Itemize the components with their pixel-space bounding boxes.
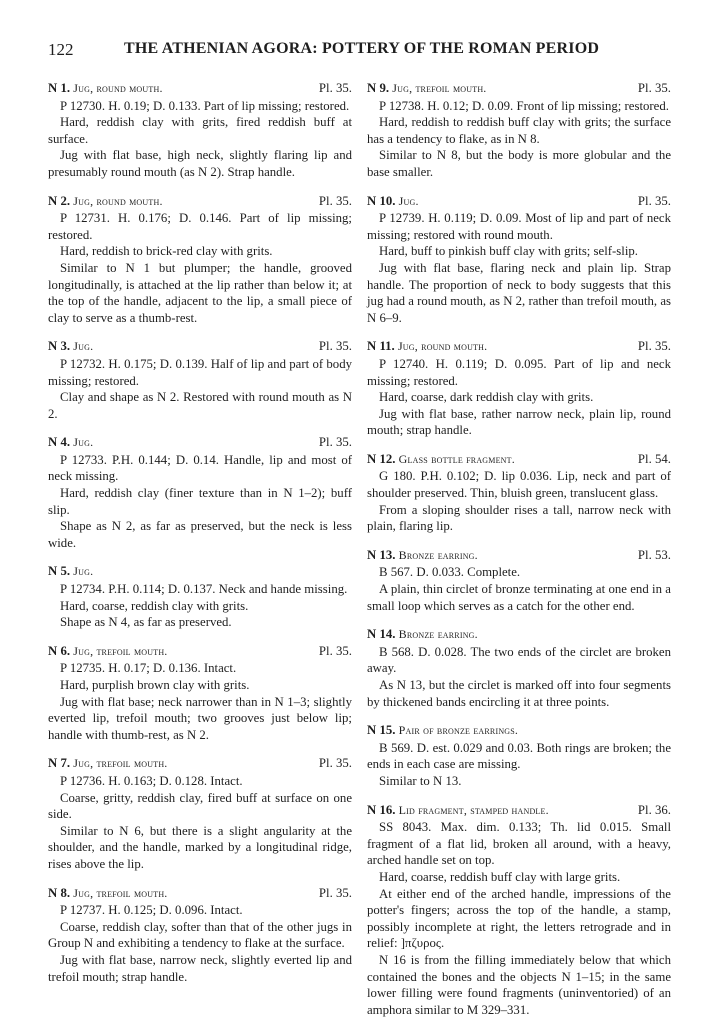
entry-paragraph: SS 8043. Max. dim. 0.133; Th. lid 0.015. Small fragment of a flat lid, broken all around, with a heavy, arched handle set on top. <box>367 820 671 868</box>
entry-paragraph: P 12735. H. 0.17; D. 0.136. Intact. <box>60 661 237 676</box>
entry-label: N 5. <box>48 564 71 579</box>
entry-heading <box>367 626 671 643</box>
entry-label: N 9. <box>367 81 390 95</box>
left-column <box>48 80 352 997</box>
entry-label: N 14. <box>367 627 396 642</box>
entry-plate-ref: Pl. 36. <box>637 802 671 817</box>
entry-paragraph: P 12734. P.H. 0.114; D. 0.137. Neck and hande missing. <box>60 582 348 597</box>
entry-plate-ref: Pl. 35. <box>318 643 352 658</box>
entry-paragraph: From a sloping shoulder rises a tall, narrow neck with plain, flaring lip. <box>367 502 671 534</box>
entry-heading <box>367 802 671 819</box>
entry-paragraph: B 567. D. 0.033. Complete. <box>379 565 521 580</box>
entry-paragraph: P 12732. H. 0.175; D. 0.139. Half of lip and part of body missing; restored. <box>48 356 352 388</box>
entry-heading <box>48 80 352 97</box>
catalogue-entry <box>48 643 352 744</box>
entry-label: N 10. <box>367 193 396 208</box>
entry-heading <box>48 434 352 451</box>
entry-plate-ref: Pl. 35. <box>318 193 352 208</box>
entry-plate-ref: Pl. 35. <box>318 885 352 900</box>
catalogue-entry <box>367 193 671 327</box>
entry-heading <box>48 563 352 580</box>
catalogue-entry <box>367 722 671 789</box>
entry-heading <box>367 451 671 468</box>
entry-title: Jug, round mouth. <box>73 193 163 208</box>
entry-heading-text <box>48 643 168 660</box>
entry-plate-ref: Pl. 35. <box>318 435 352 450</box>
catalogue-entry <box>48 755 352 872</box>
entry-heading-text <box>367 626 478 643</box>
entry-title: Jug. <box>73 435 94 450</box>
entry-heading <box>48 338 352 355</box>
entry-paragraph: Coarse, reddish clay, softer than that of the other jugs in Group N and exhibiting a tendency to flake at the surface. <box>48 919 352 951</box>
catalogue-entry <box>48 563 352 630</box>
entry-paragraph: P 12733. P.H. 0.144; D. 0.14. Handle, lip and most of neck missing. <box>48 452 352 484</box>
entry-paragraph: B 569. D. est. 0.029 and 0.03. Both rings are broken; the ends in each case are missing. <box>367 740 671 772</box>
entry-paragraph: Similar to N 1 but plumper; the handle, grooved longitudinally, is attached at the lip rather than below it; at the top of the handle, adjacent to the lip, a small piece of clay to serve as a thumb-rest. <box>48 260 352 325</box>
catalogue-entry <box>48 193 352 327</box>
entry-heading <box>48 643 352 660</box>
entry-plate-ref: Pl. 53. <box>637 547 671 562</box>
entry-paragraph: Hard, reddish clay (finer texture than in N 1–2); buff slip. <box>48 486 352 517</box>
entry-paragraph: Similar to N 6, but there is a slight angularity at the shoulder, and the handle, marked by a longitudinal ridge, rises above the lip. <box>48 823 352 871</box>
entry-heading <box>48 755 352 772</box>
entry-paragraph: Similar to N 13. <box>379 773 462 788</box>
entry-paragraph: Shape as N 2, as far as preserved, but the neck is less wide. <box>48 519 352 550</box>
entry-paragraph: Shape as N 4, as far as preserved. <box>60 615 232 630</box>
entry-heading <box>367 193 671 210</box>
entry-title: Jug, trefoil mouth. <box>73 643 168 658</box>
entry-paragraph: Jug with flat base, high neck, slightly flaring lip and presumably round mouth (as N 2). Strap handle. <box>48 148 352 179</box>
entry-paragraph: Jug with flat base, flaring neck and plain lip. Strap handle. The proportion of neck to body suggests that this jug had a round mouth, as N 2, rather than trefoil mouth, as N 6–9. <box>367 260 671 325</box>
entry-paragraph: N 16 is from the filling immediately below that which contained the bones and the objects N 1–15; in the same lower filling were found fragments (uninventoried) of an amphora similar to M 329–331. <box>367 952 671 1017</box>
entry-title: Glass bottle fragment. <box>398 451 515 466</box>
entry-title: Lid fragment, stamped handle. <box>398 802 549 817</box>
entry-heading <box>367 338 671 355</box>
entry-plate-ref: Pl. 35. <box>637 81 671 95</box>
catalogue-entry <box>48 80 352 181</box>
entry-label: N 8. <box>48 885 71 900</box>
entry-heading-text <box>48 563 93 580</box>
entry-title: Jug. <box>73 564 94 579</box>
entry-plate-ref: Pl. 35. <box>637 193 671 208</box>
entry-paragraph: Hard, purplish brown clay with grits. <box>60 678 250 692</box>
entry-paragraph: B 568. D. 0.028. The two ends of the circlet are broken away. <box>367 644 671 676</box>
catalogue-entry <box>367 80 671 181</box>
catalogue-entry <box>367 802 671 1019</box>
entry-label: N 12. <box>367 451 396 466</box>
entry-paragraph: P 12731. H. 0.176; D. 0.146. Part of lip missing; restored. <box>48 211 352 242</box>
entry-heading-text <box>367 451 515 468</box>
entry-label: N 7. <box>48 756 71 771</box>
entry-paragraph: Hard, reddish clay with grits, fired reddish buff at surface. <box>48 115 352 146</box>
running-title: THE ATHENIAN AGORA: POTTERY OF THE ROMAN PERIOD <box>124 40 600 57</box>
entry-heading-text <box>367 338 487 355</box>
entry-plate-ref: Pl. 35. <box>637 339 671 354</box>
entry-title: Jug. <box>398 193 419 208</box>
catalogue-entry <box>48 885 352 986</box>
entry-paragraph: Hard, reddish to brick-red clay with grits. <box>60 244 273 259</box>
entry-title: Jug, round mouth. <box>73 81 163 95</box>
entry-paragraph: A plain, thin circlet of bronze terminating at one end in a small loop which serves as a catch for the other end. <box>367 582 671 613</box>
entry-title: Bronze earring. <box>398 627 478 642</box>
entry-label: N 2. <box>48 193 71 208</box>
entry-heading-text <box>48 885 168 902</box>
entry-heading <box>367 547 671 564</box>
page-number: 122 <box>48 40 74 59</box>
entry-paragraph: Hard, reddish to reddish buff clay with grits; the surface has a tendency to flake, as in N 8. <box>367 115 671 146</box>
entry-plate-ref: Pl. 35. <box>318 756 352 771</box>
entry-plate-ref: Pl. 35. <box>318 81 352 95</box>
entry-heading-text <box>48 193 163 210</box>
entry-plate-ref: Pl. 54. <box>637 451 671 466</box>
entry-paragraph: Hard, coarse, reddish clay with grits. <box>60 598 249 613</box>
entry-label: N 3. <box>48 339 71 354</box>
entry-heading <box>48 193 352 210</box>
entry-paragraph: Jug with flat base, narrow neck, slightly everted lip and trefoil mouth; strap handle. <box>48 952 352 984</box>
entry-paragraph: Hard, coarse, dark reddish clay with grits. <box>379 390 594 405</box>
catalogue-entry <box>48 338 352 422</box>
entry-paragraph: As N 13, but the circlet is marked off into four segments by thickened bands encircling it at three points. <box>367 678 671 709</box>
right-column <box>367 80 671 1030</box>
entry-paragraph: P 12740. H. 0.119; D. 0.095. Part of lip and neck missing; restored. <box>367 356 671 388</box>
entry-label: N 4. <box>48 435 71 450</box>
entry-label: N 11. <box>367 339 395 354</box>
entry-title: Bronze earring. <box>398 547 478 562</box>
entry-label: N 16. <box>367 802 396 817</box>
entry-paragraph: Hard, buff to pinkish buff clay with grits; self-slip. <box>379 244 638 259</box>
entry-title: Jug, round mouth. <box>397 339 488 354</box>
entry-title: Jug, trefoil mouth. <box>73 756 168 771</box>
entry-heading <box>367 80 671 97</box>
entry-heading-text <box>367 193 419 210</box>
entry-heading-text <box>367 722 518 739</box>
catalogue-entry <box>367 338 671 439</box>
entry-heading-text <box>367 802 549 819</box>
entry-title: Pair of bronze earrings. <box>398 723 519 738</box>
entry-paragraph: Hard, coarse, reddish buff clay with large grits. <box>379 869 621 884</box>
entry-heading <box>48 885 352 902</box>
page-header <box>48 40 668 66</box>
entry-paragraph: P 12739. H. 0.119; D. 0.09. Most of lip and part of neck missing; restored with round mouth. <box>367 211 671 242</box>
entry-title: Jug. <box>73 339 94 354</box>
entry-label: N 15. <box>367 723 396 738</box>
entry-heading <box>367 722 671 739</box>
entry-label: N 1. <box>48 81 71 95</box>
entry-paragraph: Coarse, gritty, reddish clay, fired buff at surface on one side. <box>48 790 352 822</box>
catalogue-entry <box>367 547 671 614</box>
entry-heading-text <box>367 547 478 564</box>
entry-heading-text <box>367 80 487 97</box>
entry-paragraph: Jug with flat base; neck narrower than in N 1–3; slightly everted lip, trefoil mouth; two grooves just below lip; handle with thumb-rest, as N 2. <box>48 694 352 742</box>
catalogue-entry <box>48 434 352 551</box>
entry-heading-text <box>48 755 168 772</box>
entry-paragraph: Clay and shape as N 2. Restored with round mouth as N 2. <box>48 390 352 421</box>
entry-paragraph: Jug with flat base, rather narrow neck, plain lip, round mouth; strap handle. <box>367 406 671 438</box>
catalogue-entry <box>367 626 671 710</box>
entry-label: N 6. <box>48 643 71 658</box>
catalogue-entry <box>367 451 671 535</box>
entry-heading-text <box>48 80 163 97</box>
entry-paragraph: At either end of the arched handle, impressions of the potter's fingers; across the top of the handle, a stamp, possibly incomplete at right, the letters retrograde and in relief: ]πζυρος. <box>367 886 671 951</box>
entry-paragraph: P 12737. H. 0.125; D. 0.096. Intact. <box>60 903 243 918</box>
entry-title: Jug, trefoil mouth. <box>392 81 487 95</box>
entry-paragraph: P 12730. H. 0.19; D. 0.133. Part of lip missing; restored. <box>60 98 350 113</box>
entry-heading-text <box>48 434 93 451</box>
entry-paragraph: G 180. P.H. 0.102; D. lip 0.036. Lip, neck and part of shoulder preserved. Thin, bluish green, translucent glass. <box>367 469 671 501</box>
entry-plate-ref: Pl. 35. <box>318 339 352 354</box>
entry-title: Jug, trefoil mouth. <box>73 885 168 900</box>
entry-label: N 13. <box>367 547 396 562</box>
entry-paragraph: Similar to N 8, but the body is more globular and the base smaller. <box>367 148 671 179</box>
entry-paragraph: P 12736. H. 0.163; D. 0.128. Intact. <box>60 773 243 788</box>
entry-paragraph: P 12738. H. 0.12; D. 0.09. Front of lip missing; restored. <box>379 98 669 113</box>
entry-heading-text <box>48 338 93 355</box>
